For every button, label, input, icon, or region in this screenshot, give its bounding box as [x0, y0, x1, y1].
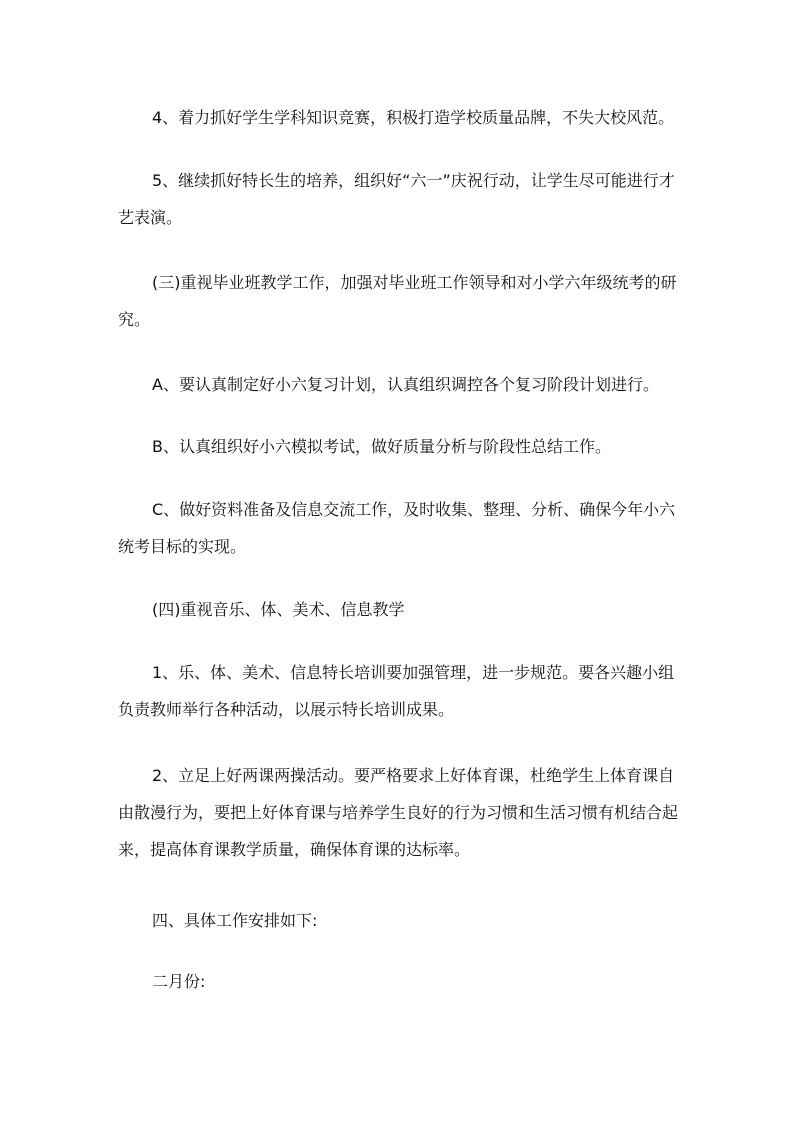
paragraph-item-a: A、要认真制定好小六复习计划，认真组织调控各个复习阶段计划进行。 [152, 375, 659, 394]
paragraph-item-4: 4、着力抓好学生学科知识竞赛，积极打造学校质量品牌，不失大校风范。 [152, 108, 675, 127]
heading-february: 二月份: [152, 972, 206, 991]
paragraph-section-3: (三)重视毕业班教学工作，加强对毕业班工作领导和对小学六年级统考的研究。 [118, 273, 677, 329]
paragraph-item-b: B、认真组织好小六模拟考试，做好质量分析与阶段性总结工作。 [152, 437, 611, 456]
paragraph-section-4: (四)重视音乐、体、美术、信息教学 [152, 600, 405, 619]
paragraph-item-2: 2、立足上好两课两操活动。要严格要求上好体育课，杜绝学生上体育课自由散漫行为，要把上好体育课与培养学生良好的行为习惯和生活习惯有机结合起来，提高体育课教学质量，确保体育课的达标率。 [118, 766, 679, 859]
paragraph-item-5: 5、继续抓好特长生的培养，组织好“六一”庆祝行动，让学生尽可能进行才艺表演。 [118, 171, 675, 227]
heading-schedule: 四、具体工作安排如下: [152, 911, 318, 930]
paragraph-item-1: 1、乐、体、美术、信息特长培训要加强管理，进一步规范。要各兴趣小组负责教师举行各种活动，以展示特长培训成果。 [118, 663, 675, 719]
paragraph-item-c: C、做好资料准备及信息交流工作，及时收集、整理、分析、确保今年小六统考目标的实现。 [118, 500, 676, 556]
